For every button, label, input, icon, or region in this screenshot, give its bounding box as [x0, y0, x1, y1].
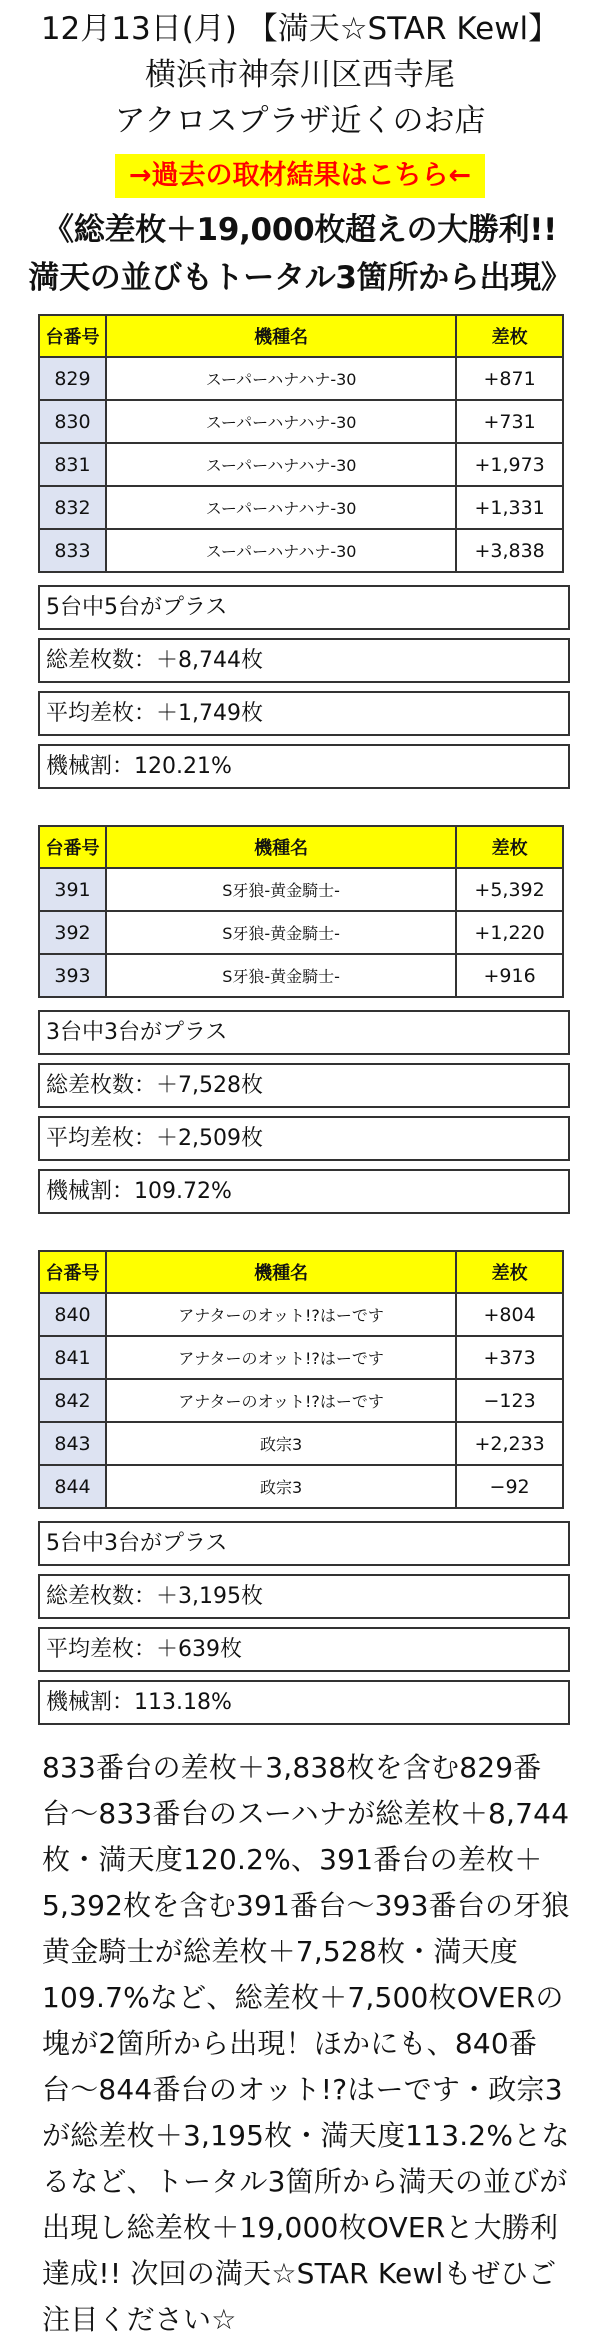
machine-diff: +916 [456, 954, 563, 997]
summary-paragraph: 833番台の差枚＋3,838枚を含む829番台〜833番台のスーハナが総差枚＋8,744枚・満天度120.2%、391番台の差枚＋5,392枚を含む391番台〜393番台の牙狼黄金騎士が総差枚＋7,528枚・満天度109.7%など、総差枚＋7,500枚OVERの塊が2箇所から出現！ほかにも、840番台〜844番台のオット!?はーです・政宗3が総差枚＋3,195枚・満天度113.2%となるなど、トータル3箇所から満天の並びが出現し総差枚＋19,000枚OVERと大勝利達成!! 次回の満天☆STAR Kewlもぜひご注目ください☆ [42, 1751, 570, 2336]
machine-diff: +3,838 [456, 529, 563, 572]
machine-model: S牙狼-黄金騎士- [106, 954, 456, 997]
machine-number: 842 [39, 1379, 106, 1422]
stat-plus-count: 3台中3台がプラス [38, 1010, 570, 1055]
machine-diff: +373 [456, 1336, 563, 1379]
stat-average-diff: 平均差枚：＋1,749枚 [38, 691, 570, 736]
stat-total-diff: 総差枚数：＋8,744枚 [38, 638, 570, 683]
machine-number: 840 [39, 1293, 106, 1336]
machine-model: 政宗3 [106, 1422, 456, 1465]
result-table-2 [38, 825, 564, 998]
machine-model: S牙狼-黄金騎士- [106, 911, 456, 954]
machine-diff: +1,973 [456, 443, 563, 486]
table-row [39, 1422, 563, 1465]
table-header-row [39, 1251, 563, 1293]
stat-total-diff: 総差枚数：＋3,195枚 [38, 1574, 570, 1619]
machine-model: スーパーハナハナ-30 [106, 443, 456, 486]
table-row [39, 357, 563, 400]
headline [0, 206, 600, 302]
table-row [39, 1293, 563, 1336]
machine-number: 392 [39, 911, 106, 954]
machine-number: 843 [39, 1422, 106, 1465]
machine-model: スーパーハナハナ-30 [106, 529, 456, 572]
machine-number: 832 [39, 486, 106, 529]
result-table-3 [38, 1250, 564, 1509]
machine-number: 830 [39, 400, 106, 443]
column-header-num: 台番号 [39, 315, 106, 357]
machine-model: 政宗3 [106, 1465, 456, 1508]
machine-diff: +731 [456, 400, 563, 443]
machine-number: 833 [39, 529, 106, 572]
machine-number: 844 [39, 1465, 106, 1508]
table-row [39, 529, 563, 572]
column-header-diff: 差枚 [456, 826, 563, 868]
machine-model: スーパーハナハナ-30 [106, 357, 456, 400]
stat-plus-count: 5台中3台がプラス [38, 1521, 570, 1566]
headline-line-1: 《総差枚＋19,000枚超えの大勝利!! [43, 212, 557, 248]
machine-diff: +1,331 [456, 486, 563, 529]
machine-number: 841 [39, 1336, 106, 1379]
machine-diff: −123 [456, 1379, 563, 1422]
stat-payout-rate: 機械割：109.72% [38, 1169, 570, 1214]
machine-number: 829 [39, 357, 106, 400]
result-section-2 [0, 825, 600, 1214]
machine-model: スーパーハナハナ-30 [106, 486, 456, 529]
stat-payout-rate: 機械割：120.21% [38, 744, 570, 789]
past-results-link[interactable]: →過去の取材結果はこちら← [115, 154, 485, 198]
table-row [39, 911, 563, 954]
machine-diff: +871 [456, 357, 563, 400]
header-location: 横浜市神奈川区西寺尾 [145, 57, 455, 93]
table-row [39, 1465, 563, 1508]
result-section-3 [0, 1250, 600, 1725]
table-row [39, 954, 563, 997]
header-landmark: アクロスプラザ近くのお店 [114, 103, 486, 139]
table-row [39, 400, 563, 443]
article-header [0, 0, 600, 144]
column-header-num: 台番号 [39, 826, 106, 868]
column-header-num: 台番号 [39, 1251, 106, 1293]
machine-model: S牙狼-黄金騎士- [106, 868, 456, 911]
machine-diff: +5,392 [456, 868, 563, 911]
table-row [39, 1379, 563, 1422]
machine-number: 393 [39, 954, 106, 997]
table-row [39, 443, 563, 486]
table-row [39, 1336, 563, 1379]
column-header-diff: 差枚 [456, 1251, 563, 1293]
table-row [39, 868, 563, 911]
machine-diff: −92 [456, 1465, 563, 1508]
machine-diff: +804 [456, 1293, 563, 1336]
result-section-1 [0, 314, 600, 789]
header-date-store: 12月13日(月) 【満天☆STAR Kewl】 [40, 11, 560, 47]
machine-model: アナターのオット!?はーです [106, 1379, 456, 1422]
stat-average-diff: 平均差枚：＋639枚 [38, 1627, 570, 1672]
machine-model: スーパーハナハナ-30 [106, 400, 456, 443]
machine-number: 391 [39, 868, 106, 911]
stat-average-diff: 平均差枚：＋2,509枚 [38, 1116, 570, 1161]
column-header-model: 機種名 [106, 826, 456, 868]
column-header-diff: 差枚 [456, 315, 563, 357]
stat-payout-rate: 機械割：113.18% [38, 1680, 570, 1725]
column-header-model: 機種名 [106, 1251, 456, 1293]
stat-total-diff: 総差枚数：＋7,528枚 [38, 1063, 570, 1108]
column-header-model: 機種名 [106, 315, 456, 357]
machine-number: 831 [39, 443, 106, 486]
table-row [39, 486, 563, 529]
stat-plus-count: 5台中5台がプラス [38, 585, 570, 630]
machine-model: アナターのオット!?はーです [106, 1293, 456, 1336]
past-results-link-wrap [0, 154, 600, 198]
table-header-row [39, 315, 563, 357]
machine-diff: +1,220 [456, 911, 563, 954]
headline-line-2: 満天の並びもトータル3箇所から出現》 [28, 260, 572, 296]
machine-model: アナターのオット!?はーです [106, 1336, 456, 1379]
machine-diff: +2,233 [456, 1422, 563, 1465]
table-header-row [39, 826, 563, 868]
result-table-1 [38, 314, 564, 573]
